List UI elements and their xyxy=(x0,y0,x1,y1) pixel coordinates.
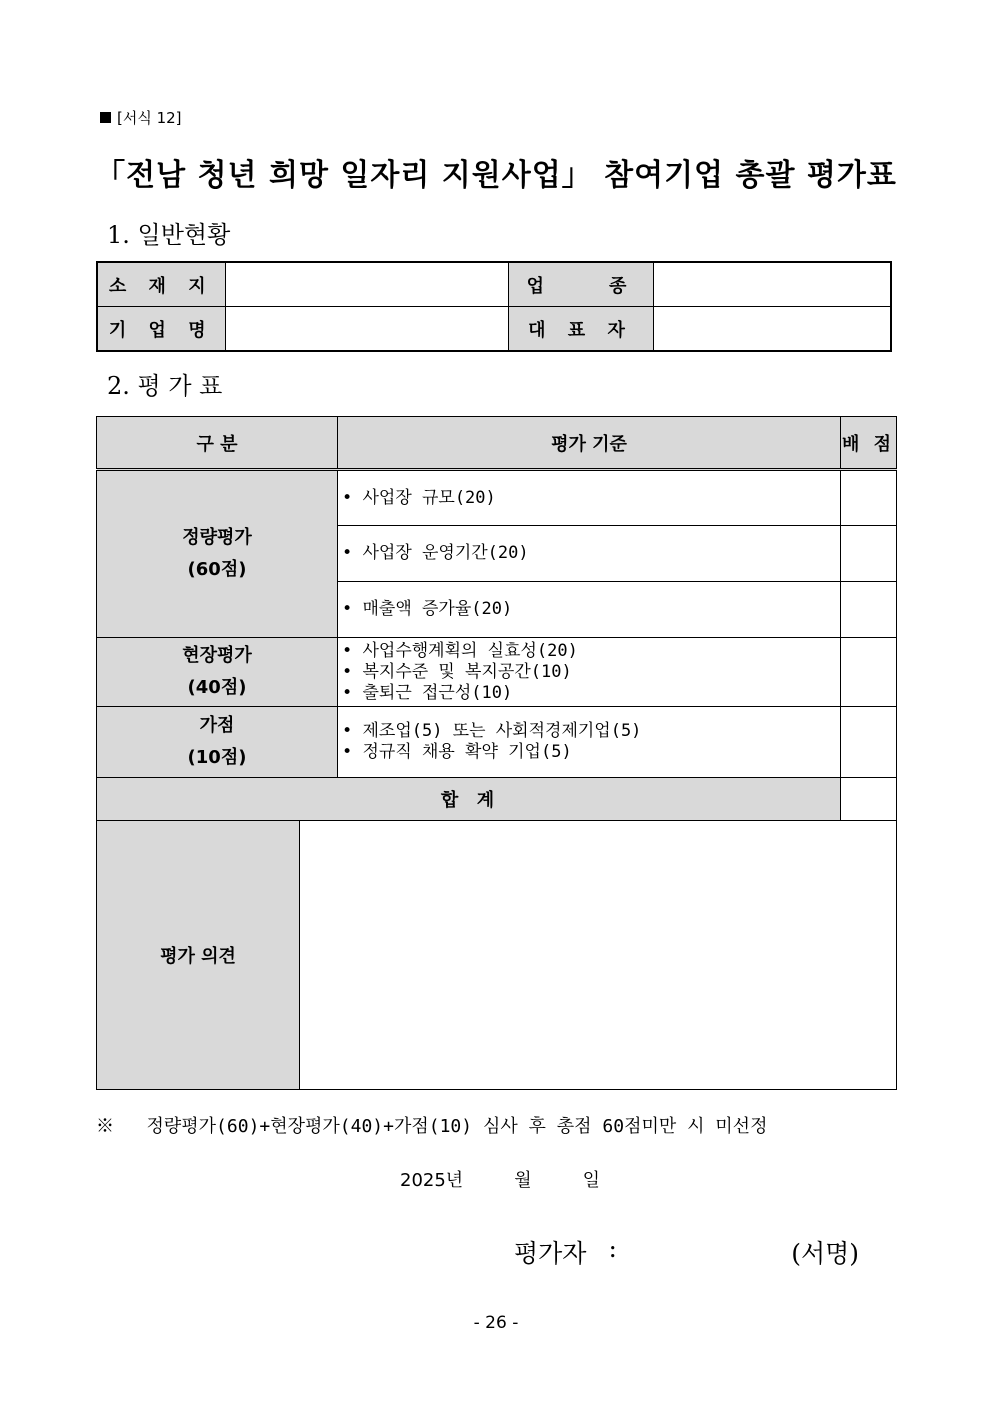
footnote: ※ 정량평가(60)+현장평가(40)+가점(10) 심사 후 총점 60점미만 시 미선정 xyxy=(96,1116,768,1137)
industry-label: 업 종 xyxy=(508,262,653,307)
total-label: 합 계 xyxy=(97,778,841,821)
header-category: 구 분 xyxy=(97,417,338,470)
quant-score-3[interactable] xyxy=(841,582,897,638)
header-criteria: 평가 기준 xyxy=(338,417,841,470)
bonus-criterion-2: • 정규직 채용 확약 기업(5) xyxy=(342,742,572,762)
square-bullet-icon xyxy=(100,112,111,123)
evaluator-label: 평가자 xyxy=(514,1239,587,1268)
form-number xyxy=(100,107,182,128)
section1-title: 1. 일반현황 xyxy=(107,221,231,249)
quant-score-2[interactable] xyxy=(841,526,897,582)
quant-points: (60점) xyxy=(187,559,247,580)
bonus-criteria xyxy=(338,707,841,778)
date-day: 일 xyxy=(582,1170,600,1191)
field-criterion-3: • 출퇴근 접근성(10) xyxy=(342,682,513,703)
field-criterion-1: • 사업수행계획의 실효성(20) xyxy=(342,640,578,661)
company-value[interactable] xyxy=(225,307,508,352)
date-year: 2025년 xyxy=(400,1170,464,1191)
section2-title: 2. 평 가 표 xyxy=(107,372,223,400)
date-line xyxy=(400,1166,600,1192)
signature-label: (서명) xyxy=(791,1239,859,1268)
ceo-label: 대 표 자 xyxy=(508,307,653,352)
page-number: - 26 - xyxy=(473,1313,519,1333)
opinion-field[interactable] xyxy=(300,821,897,1090)
field-criterion-2: • 복지수준 및 복지공간(10) xyxy=(342,661,572,682)
bonus-criterion-1: • 제조업(5) 또는 사회적경제기업(5) xyxy=(342,721,642,741)
industry-value[interactable] xyxy=(653,262,891,307)
quant-criterion-2: • 사업장 운영기간(20) xyxy=(338,526,841,582)
field-score[interactable] xyxy=(841,638,897,707)
form-number-text: [서식 12] xyxy=(117,109,182,127)
ceo-value[interactable] xyxy=(653,307,891,352)
location-value[interactable] xyxy=(225,262,508,307)
bonus-score[interactable] xyxy=(841,707,897,778)
bonus-category xyxy=(97,707,338,778)
field-category-label: 현장평가 xyxy=(182,645,252,666)
field-category xyxy=(97,638,338,707)
total-score[interactable] xyxy=(841,778,897,821)
field-criteria xyxy=(338,638,841,707)
bonus-category-label: 가점 xyxy=(199,715,235,736)
signature-line xyxy=(514,1234,859,1270)
quant-category xyxy=(97,470,338,638)
header-score: 배 점 xyxy=(841,417,897,470)
general-info-table xyxy=(96,261,892,352)
location-label: 소 재 지 xyxy=(97,262,225,307)
bonus-points: (10점) xyxy=(187,747,247,768)
quant-criterion-3: • 매출액 증가율(20) xyxy=(338,582,841,638)
opinion-label: 평가 의견 xyxy=(97,821,300,1090)
quant-criterion-1: • 사업장 규모(20) xyxy=(338,470,841,526)
signature-colon: : xyxy=(608,1234,617,1263)
date-month: 월 xyxy=(514,1170,532,1191)
field-points: (40점) xyxy=(187,677,247,698)
company-label: 기 업 명 xyxy=(97,307,225,352)
quant-category-label: 정량평가 xyxy=(182,527,252,548)
quant-score-1[interactable] xyxy=(841,470,897,526)
evaluation-table xyxy=(96,416,897,1090)
page-title: 「전남 청년 희망 일자리 지원사업」 참여기업 총괄 평가표 xyxy=(95,158,897,193)
